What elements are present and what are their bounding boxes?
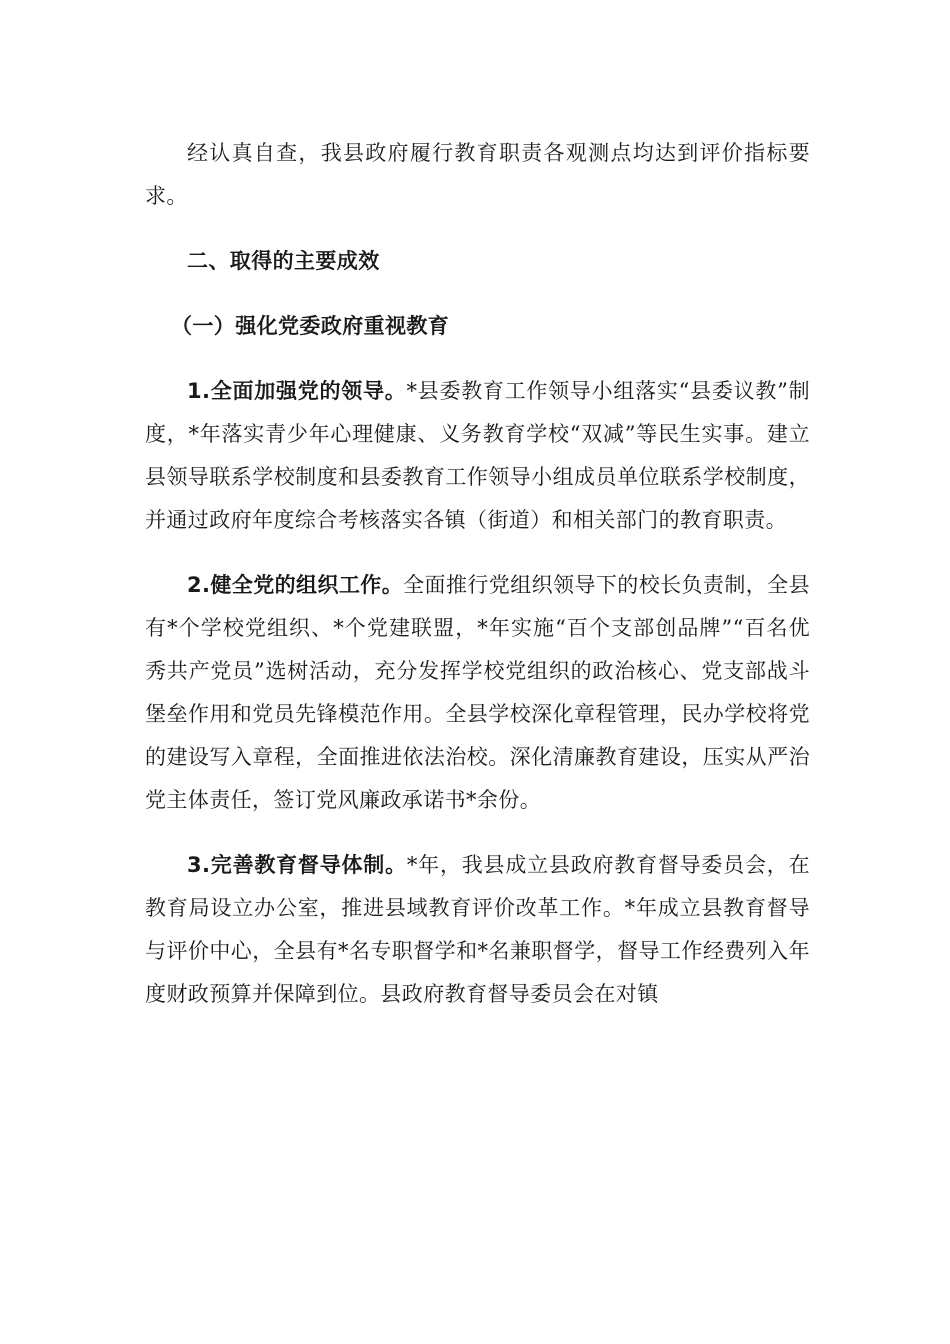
item-lead-1: 1.全面加强党的领导。	[187, 379, 407, 403]
item-lead-3: 3.完善教育督导体制。	[187, 853, 407, 877]
item-body-2: 全面推行党组织领导下的校长负责制，全县有*个学校党组织、*个党建联盟，*年实施“百个支部创品牌”“百名优秀共产党员”选树活动，充分发挥学校党组织的政治核心、党支部战斗堡垒作用和党员先锋模范作用。全县学校深化章程管理，民办学校将党的建设写入章程，全面推进依法治校。深化清廉教育建设，压实从严治党主体责任，签订党风廉政承诺书*余份。	[145, 573, 810, 812]
section-title: 二、取得的主要成效	[187, 249, 380, 273]
item-paragraph-2	[145, 564, 810, 822]
document-body	[145, 132, 810, 1038]
item-paragraph-3	[145, 844, 810, 1016]
item-lead-2: 2.健全党的组织工作。	[187, 573, 404, 597]
item-paragraph-1	[145, 370, 810, 542]
subsection-title: （一）强化党委政府重视教育	[171, 314, 450, 338]
intro-paragraph: 经认真自查，我县政府履行教育职责各观测点均达到评价指标要求。	[145, 141, 810, 208]
item-body-3: *年，我县成立县政府教育督导委员会，在教育局设立办公室，推进县域教育评价改革工作。*年成立县教育督导与评价中心，全县有*名专职督学和*名兼职督学，督导工作经费列入年度财政预算并保障到位。县政府教育督导委员会在对镇	[145, 853, 810, 1006]
item-body-1: *县委教育工作领导小组落实“县委议教”制度，*年落实青少年心理健康、义务教育学校“双减”等民生实事。建立县领导联系学校制度和县委教育工作领导小组成员单位联系学校制度，并通过政府年度综合考核落实各镇（街道）和相关部门的教育职责。	[145, 379, 810, 532]
